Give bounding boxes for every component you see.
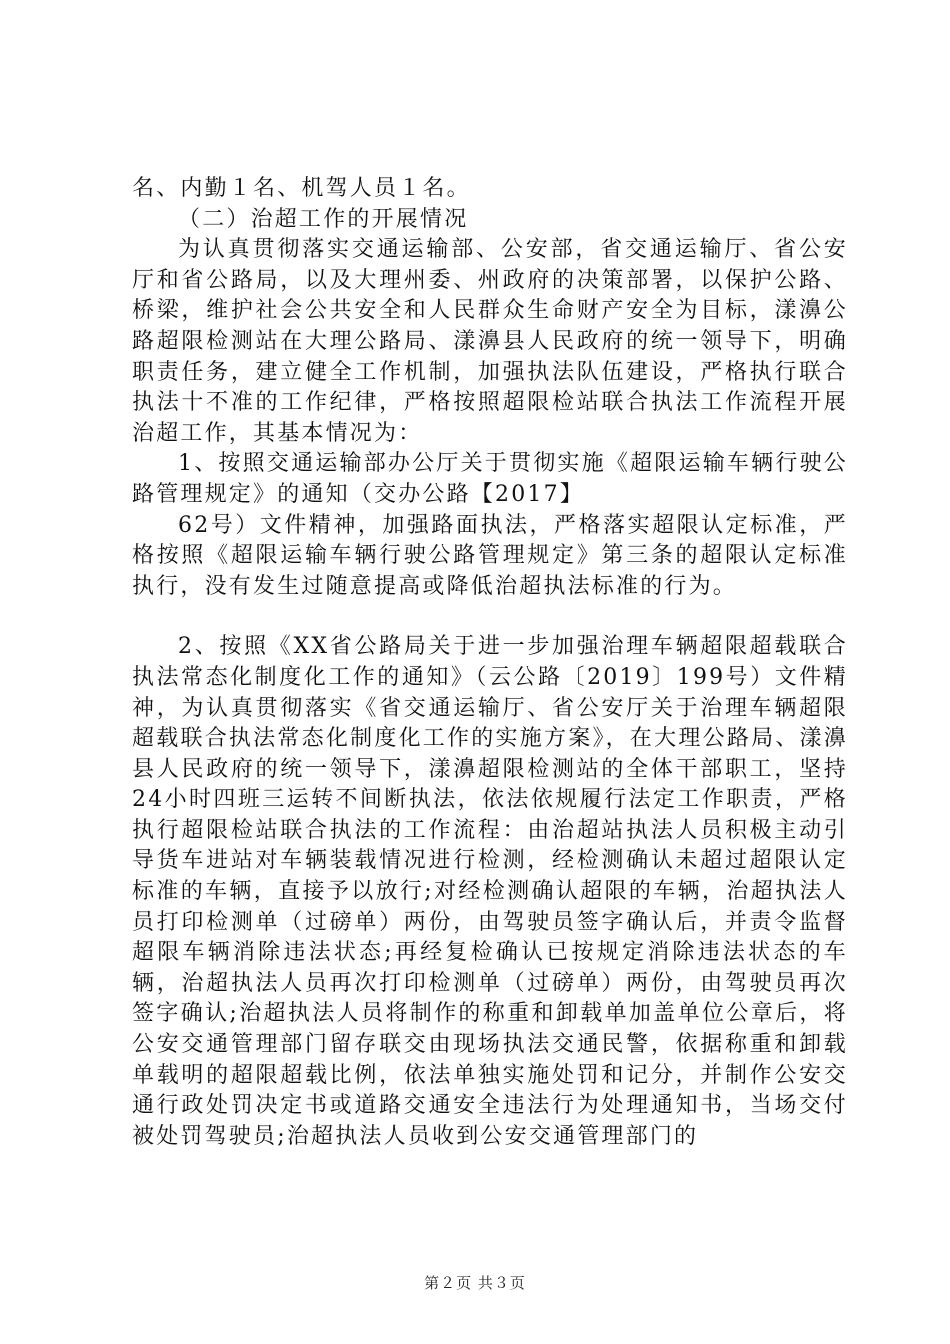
page-number-footer: 第２页 共３页 [424, 1274, 526, 1292]
document-body [132, 174, 848, 1152]
paragraph-item-1-part-b: 62号）文件精神，加强路面执法，严格落实超限认定标准，严格按照《超限运输车辆行驶公路管理规定》第三条的超限认定标准执行，没有发生过随意提高或降低治超执法标准的行为。 [132, 512, 848, 599]
section-heading-work-status: （二）治超工作的开展情况 [178, 206, 469, 232]
paragraph-staff-continued: 名、内勤１名、机驾人员１名。 [132, 176, 471, 201]
paragraph-item-1-part-a: 1、按照交通运输部办公厅关于贯彻实施《超限运输车辆行驶公路管理规定》的通知（交办公路【2017】 [132, 451, 848, 507]
paragraph-overview: 为认真贯彻落实交通运输部、公安部，省交通运输厅、省公安厅和省公路局，以及大理州委、州政府的决策部署，以保护公路、桥梁，维护社会公共安全和人民群众生命财产安全为目标，漾濞公路超限检测站在大理公路局、漾濞县人民政府的统一领导下，明确职责任务，建立健全工作机制，加强执法队伍建设，严格执行联合执法十不准的工作纪律，严格按照超限检站联合执法工作流程开展治超工作，其基本情况为： [132, 237, 848, 446]
paragraph-item-2: 2、按照《XX省公路局关于进一步加强治理车辆超限超载联合执法常态化制度化工作的通知》（云公路〔2019〕199号）文件精神，为认真贯彻落实《省交通运输厅、省公安厅关于治理车辆超限超载联合执法常态化制度化工作的实施方案》，在大理公路局、漾濞县人民政府的统一领导下，漾濞超限检测站的全体干部职工，坚持24小时四班三运转不间断执法，依法依规履行法定工作职责，严格执行超限检站联合执法的工作流程：由治超站执法人员积极主动引导货车进站对车辆装载情况进行检测，经检测确认未超过超限认定标准的车辆，直接予以放行;对经检测确认超限的车辆，治超执法人员打印检测单（过磅单）两份，由驾驶员签字确认后，并责令监督超限车辆消除违法状态;再经复检确认已按规定消除违法状态的车辆，治超执法人员再次打印检测单（过磅单）两份，由驾驶员再次签字确认;治超执法人员将制作的称重和卸载单加盖单位公章后，将公安交通管理部门留存联交由现场执法交通民警，依据称重和卸载单载明的超限超载比例，依法单独实施处罚和记分，并制作公安交通行政处罚决定书或道路交通安全违法行为处理通知书，当场交付被处罚驾驶员;治超执法人员收到公安交通管理部门的 [132, 634, 848, 1149]
